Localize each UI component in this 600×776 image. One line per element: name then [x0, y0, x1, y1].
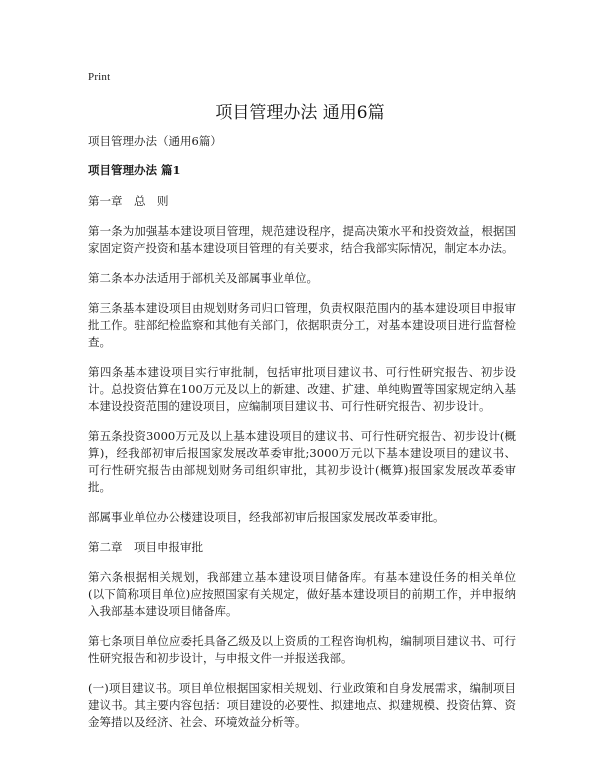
paragraph: 第五条投资3000万元及以上基本建设项目的建议书、可行性研究报告、初步设计(概算)，经我部初审后报国家发展改革委审批;3000万元以下基本建设项目的建议书、可行性研究报告由部规划财务司组织审批，其初步设计(概算)报国家发展改革委审批。 [88, 429, 516, 494]
document-subtitle: 项目管理办法（通用6篇） [88, 134, 222, 148]
print-link[interactable]: Print [88, 71, 111, 83]
chapter-heading: 第二章 项目申报审批 [88, 540, 203, 554]
paragraph: 第二条本办法适用于部机关及部属事业单位。 [88, 271, 318, 285]
page-title: 项目管理办法 通用6篇 [215, 103, 385, 123]
paragraph: 第三条基本建设项目由规划财务司归口管理，负责权限范围内的基本建设项目申报审批工作。驻部纪检监察和其他有关部门，依据职责分工，对基本建设项目进行监督检查。 [88, 301, 516, 349]
chapter-heading: 第一章 总 则 [88, 194, 169, 208]
paragraph: 第七条项目单位应委托具备乙级及以上资质的工程咨询机构，编制项目建议书、可行性研究报告和初步设计，与申报文件一并报送我部。 [88, 634, 516, 665]
paragraph: 第一条为加强基本建设项目管理，规范建设程序，提高决策水平和投资效益，根据国家固定资产投资和基本建设项目管理的有关要求，结合我部实际情况，制定本办法。 [88, 224, 516, 255]
paragraph: 部属事业单位办公楼建设项目，经我部初审后报国家发展改革委审批。 [88, 510, 445, 524]
document-body [88, 133, 516, 744]
section-heading: 项目管理办法 篇1 [88, 163, 181, 177]
paragraph: 第六条根据相关规划，我部建立基本建设项目储备库。有基本建设任务的相关单位(以下简称项目单位)应按照国家有关规定，做好基本建设项目的前期工作，并申报纳入我部基本建设项目储备库。 [88, 570, 516, 618]
paragraph: (一)项目建议书。项目单位根据国家相关规划、行业政策和自身发展需求，编制项目建议书。其主要内容包括：项目建设的必要性、拟建地点、拟建规模、投资估算、资金筹措以及经济、社会、环境效益分析等。 [88, 681, 516, 729]
paragraph: 第四条基本建设项目实行审批制，包括审批项目建议书、可行性研究报告、初步设计。总投资估算在100万元及以上的新建、改建、扩建、单纯购置等国家规定纳入基本建设投资范围的建设项目，应编制项目建议书、可行性研究报告、初步设计。 [88, 365, 516, 413]
